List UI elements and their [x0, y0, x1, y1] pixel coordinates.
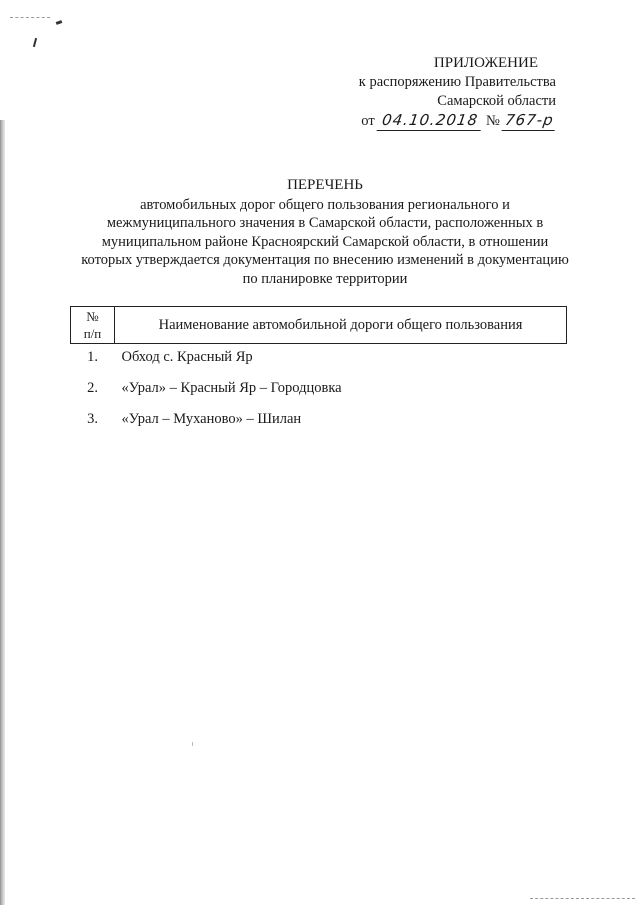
list-heading — [80, 176, 570, 289]
row-number: 2. — [87, 380, 98, 396]
header-number-label: № — [86, 309, 99, 324]
scan-artifact-speck — [192, 742, 193, 746]
scan-artifact-top-line — [10, 17, 50, 18]
row-number: 1. — [87, 349, 98, 365]
table-row — [71, 375, 567, 406]
appendix-header — [359, 54, 556, 131]
row-road-name: Обход с. Красный Яр — [121, 349, 253, 365]
from-label: от — [361, 113, 375, 129]
row-number: 3. — [87, 411, 98, 427]
header-number-sublabel: п/п — [83, 326, 102, 341]
table-header-row — [71, 307, 567, 344]
scan-artifact-mark — [56, 20, 63, 25]
appendix-title: ПРИЛОЖЕНИЕ — [433, 55, 538, 71]
row-road-name: «Урал – Муханово» – Шилан — [121, 411, 302, 427]
handwritten-date: 04.10.2018 — [377, 111, 484, 131]
scan-edge-shadow — [0, 120, 5, 905]
number-label: № — [485, 113, 500, 129]
scan-artifact-mark — [33, 38, 37, 47]
scan-artifact-bottom-line — [530, 898, 635, 899]
handwritten-number: 767-р — [502, 111, 557, 131]
appendix-line-1: к распоряжению Правительства — [358, 74, 556, 90]
table-row — [71, 406, 567, 437]
table-row — [71, 344, 567, 376]
header-name-cell: Наименование автомобильной дороги общего пользования — [115, 307, 567, 344]
list-description: автомобильных дорог общего пользования регионального и межмуниципального значения в Самарской области, расположенных в муниципальном районе Красноярский Самарской области, в отношении которых утверждается документация по внесению изменений в документацию по планировке территории — [81, 196, 569, 287]
appendix-reference — [359, 111, 556, 131]
appendix-line-2: Самарской области — [437, 93, 556, 109]
list-title: ПЕРЕЧЕНЬ — [287, 177, 363, 193]
roads-table — [70, 306, 567, 437]
row-road-name: «Урал» – Красный Яр – Городцовка — [121, 380, 342, 396]
header-number-cell — [71, 307, 115, 344]
